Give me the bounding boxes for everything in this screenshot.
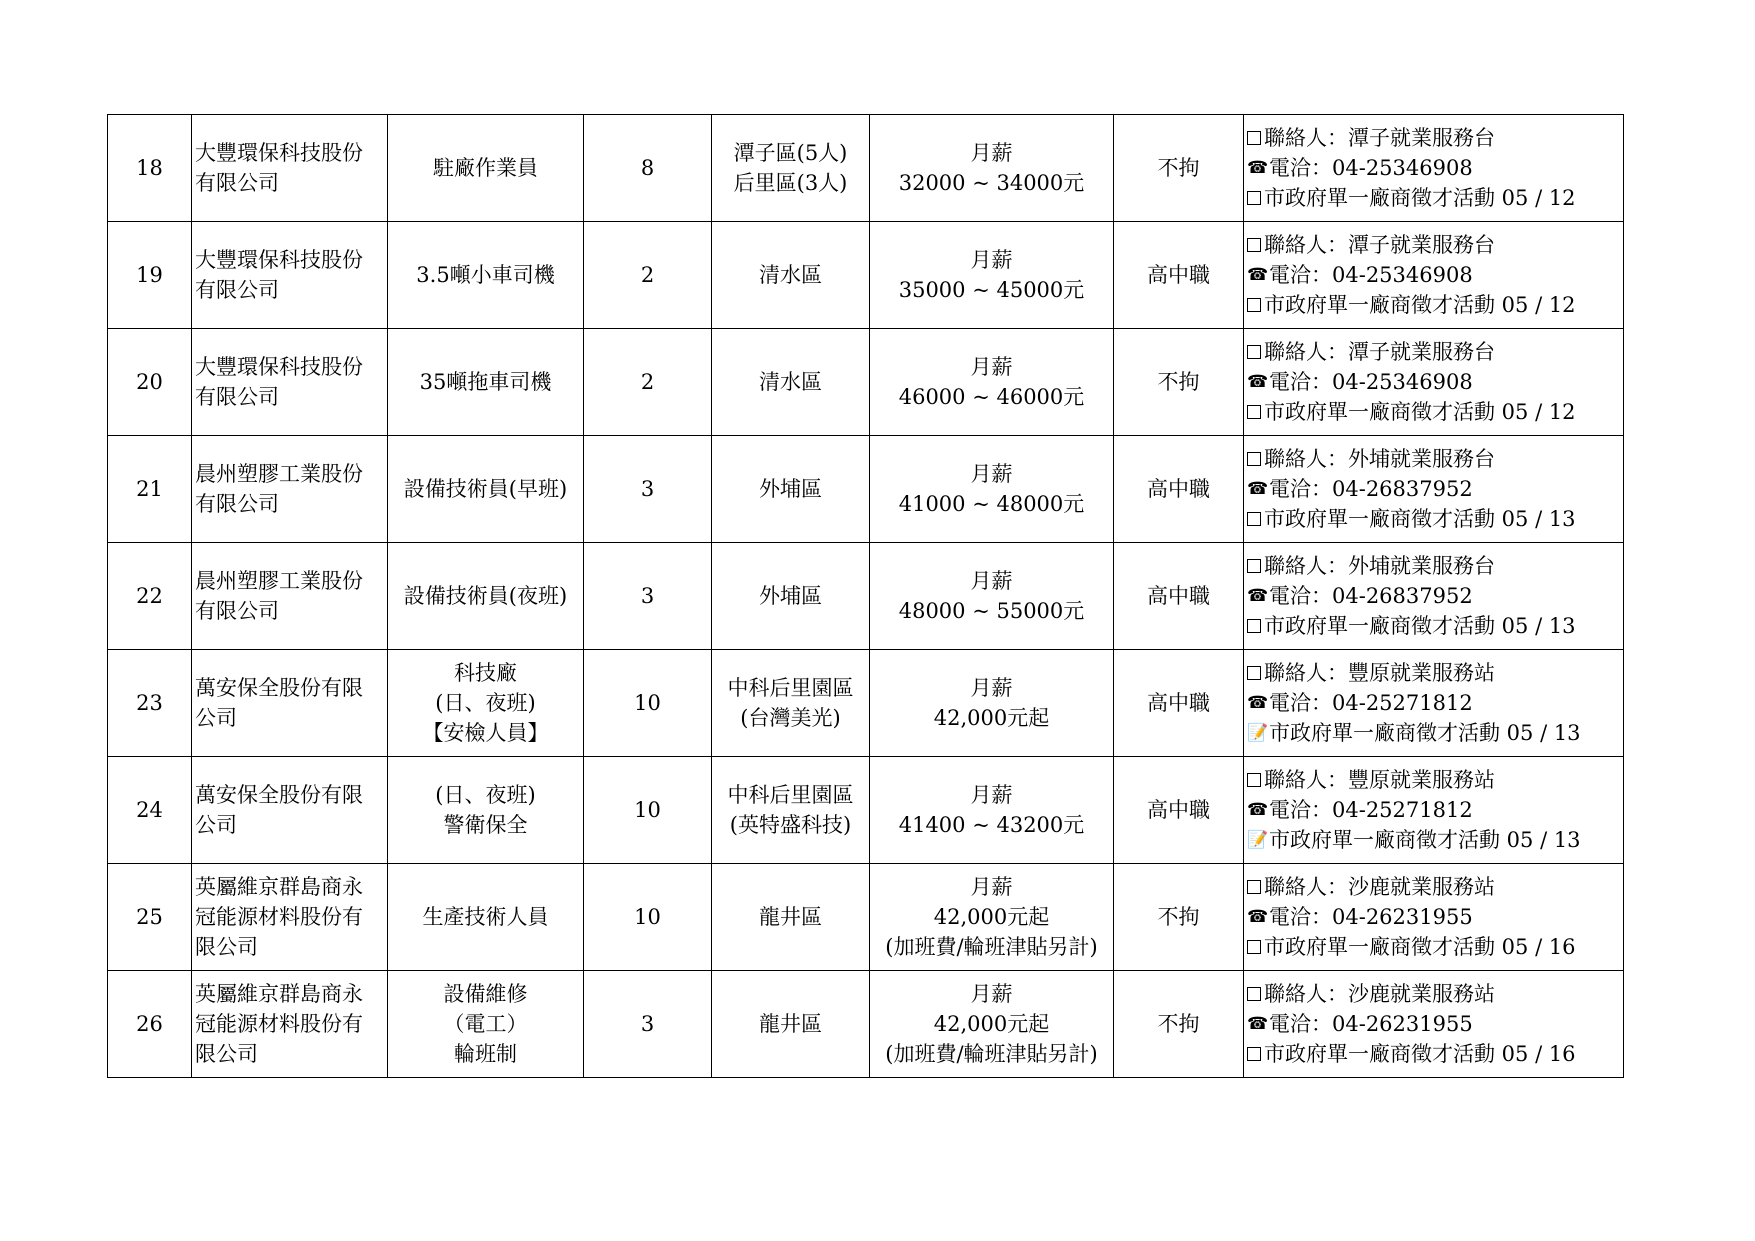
contact-info (1244, 971, 1624, 1078)
education-requirement: 不拘 (1114, 864, 1244, 971)
checkbox-icon (1247, 880, 1261, 894)
table-row (108, 971, 1624, 1078)
table-row (108, 436, 1624, 543)
contact-person: 聯絡人：外埔就業服務台 (1264, 554, 1495, 578)
company-name-line: 冠能源材料股份有 (195, 905, 363, 929)
job-title-line: 警衛保全 (443, 813, 528, 837)
recruit-event: 市政府單一廠商徵才活動 05 / 16 (1264, 1042, 1576, 1066)
contact-info (1244, 329, 1624, 436)
memo-icon: 📝 (1247, 830, 1269, 850)
table-row (108, 329, 1624, 436)
job-title-line: 駐廠作業員 (433, 156, 538, 180)
job-title (388, 222, 584, 329)
table-row (108, 543, 1624, 650)
contact-info (1244, 543, 1624, 650)
checkbox-icon (1247, 238, 1261, 252)
contact-person-row (1247, 551, 1623, 581)
contact-person: 聯絡人：潭子就業服務台 (1264, 340, 1495, 364)
contact-person: 聯絡人：沙鹿就業服務站 (1264, 982, 1495, 1006)
checkbox-icon (1247, 1047, 1261, 1061)
education-requirement: 不拘 (1114, 329, 1244, 436)
openings-count: 3 (584, 543, 712, 650)
checkbox-icon (1247, 940, 1261, 954)
contact-phone: 電洽：04-25346908 (1269, 370, 1473, 394)
company-name (192, 864, 388, 971)
recruit-event: 市政府單一廠商徵才活動 05 / 12 (1264, 186, 1576, 210)
contact-phone: 電洽：04-26837952 (1269, 584, 1473, 608)
contact-phone-row (1247, 153, 1623, 183)
company-name (192, 115, 388, 222)
job-title-line: 設備維修 (443, 982, 528, 1006)
work-area-line: 外埔區 (759, 477, 822, 501)
job-title-line: (日、夜班) (435, 691, 536, 715)
checkbox-icon (1247, 773, 1261, 787)
job-title-line: 輪班制 (454, 1042, 517, 1066)
work-area (712, 436, 870, 543)
contact-info (1244, 436, 1624, 543)
contact-phone: 電洽：04-25271812 (1269, 798, 1473, 822)
work-area-line: (英特盛科技) (729, 813, 852, 837)
salary-line: (加班費/輪班津貼另計) (885, 1042, 1098, 1066)
work-area (712, 864, 870, 971)
recruit-event: 市政府單一廠商徵才活動 05 / 12 (1264, 400, 1576, 424)
table-row (108, 757, 1624, 864)
salary-line: 46000 ~ 46000元 (898, 385, 1085, 409)
education-requirement: 高中職 (1114, 543, 1244, 650)
contact-info (1244, 864, 1624, 971)
checkbox-icon (1247, 987, 1261, 1001)
work-area-line: (台灣美光) (740, 706, 841, 730)
recruit-event-row (1247, 397, 1623, 427)
job-title (388, 757, 584, 864)
contact-phone: 電洽：04-26231955 (1269, 1012, 1473, 1036)
salary-line: 42,000元起 (933, 905, 1050, 929)
recruit-event-row (1247, 1039, 1623, 1069)
work-area-line: 中科后里園區 (727, 783, 854, 807)
telephone-icon: ☎ (1247, 265, 1269, 285)
company-name-line: 大豐環保科技股份 (195, 141, 363, 165)
contact-person: 聯絡人：潭子就業服務台 (1264, 126, 1495, 150)
work-area-line: 中科后里園區 (727, 676, 854, 700)
salary-line: 月薪 (970, 141, 1013, 165)
company-name-line: 萬安保全股份有限 (195, 676, 363, 700)
openings-count: 10 (584, 650, 712, 757)
checkbox-icon (1247, 666, 1261, 680)
work-area (712, 650, 870, 757)
openings-count: 8 (584, 115, 712, 222)
table-row (108, 115, 1624, 222)
salary-line: (加班費/輪班津貼另計) (885, 935, 1098, 959)
job-title-line: 科技廠 (454, 661, 517, 685)
table-row (108, 864, 1624, 971)
salary-line: 月薪 (970, 569, 1013, 593)
salary (870, 436, 1114, 543)
job-title-line: （電工） (443, 1012, 528, 1036)
recruit-event-row (1247, 183, 1623, 213)
work-area-line: 后里區(3人) (733, 171, 848, 195)
openings-count: 3 (584, 436, 712, 543)
row-number: 20 (108, 329, 192, 436)
company-name-line: 英屬維京群島商永 (195, 875, 363, 899)
education-requirement: 不拘 (1114, 115, 1244, 222)
company-name (192, 222, 388, 329)
contact-phone: 電洽：04-25271812 (1269, 691, 1473, 715)
salary (870, 864, 1114, 971)
salary-line: 月薪 (970, 783, 1013, 807)
checkbox-icon (1247, 131, 1261, 145)
job-title (388, 543, 584, 650)
company-name-line: 限公司 (195, 1042, 258, 1066)
contact-person-row (1247, 872, 1623, 902)
checkbox-icon (1247, 298, 1261, 312)
recruit-event: 市政府單一廠商徵才活動 05 / 13 (1264, 614, 1576, 638)
salary-line: 月薪 (970, 248, 1013, 272)
job-title (388, 650, 584, 757)
job-title-line: 生產技術人員 (422, 905, 549, 929)
salary (870, 222, 1114, 329)
telephone-icon: ☎ (1247, 693, 1269, 713)
row-number: 21 (108, 436, 192, 543)
telephone-icon: ☎ (1247, 586, 1269, 606)
contact-person-row (1247, 444, 1623, 474)
row-number: 19 (108, 222, 192, 329)
job-title-line: 設備技術員(夜班) (403, 584, 568, 608)
work-area-line: 清水區 (759, 263, 822, 287)
contact-phone: 電洽：04-26231955 (1269, 905, 1473, 929)
contact-info (1244, 222, 1624, 329)
job-title-line: 【安檢人員】 (422, 721, 549, 745)
openings-count: 10 (584, 864, 712, 971)
recruit-event: 市政府單一廠商徵才活動 05 / 13 (1264, 507, 1576, 531)
company-name (192, 543, 388, 650)
education-requirement: 不拘 (1114, 971, 1244, 1078)
salary-line: 月薪 (970, 355, 1013, 379)
salary-line: 月薪 (970, 462, 1013, 486)
company-name-line: 大豐環保科技股份 (195, 248, 363, 272)
checkbox-icon (1247, 559, 1261, 573)
recruit-event-row (1247, 290, 1623, 320)
contact-phone: 電洽：04-26837952 (1269, 477, 1473, 501)
company-name (192, 757, 388, 864)
company-name-line: 公司 (195, 706, 237, 730)
salary-line: 35000 ~ 45000元 (898, 278, 1085, 302)
company-name-line: 有限公司 (195, 385, 279, 409)
checkbox-icon (1247, 452, 1261, 466)
contact-person: 聯絡人：沙鹿就業服務站 (1264, 875, 1495, 899)
openings-count: 2 (584, 222, 712, 329)
company-name-line: 有限公司 (195, 171, 279, 195)
company-name-line: 英屬維京群島商永 (195, 982, 363, 1006)
row-number: 26 (108, 971, 192, 1078)
education-requirement: 高中職 (1114, 222, 1244, 329)
work-area-line: 潭子區(5人) (733, 141, 848, 165)
contact-person-row (1247, 123, 1623, 153)
job-title (388, 115, 584, 222)
row-number: 25 (108, 864, 192, 971)
work-area-line: 龍井區 (759, 1012, 822, 1036)
table-body (108, 115, 1624, 1078)
work-area (712, 543, 870, 650)
telephone-icon: ☎ (1247, 1014, 1269, 1034)
job-title-line: 35噸拖車司機 (419, 370, 552, 394)
openings-count: 3 (584, 971, 712, 1078)
work-area (712, 971, 870, 1078)
contact-person: 聯絡人：豐原就業服務站 (1264, 661, 1495, 685)
contact-person: 聯絡人：豐原就業服務站 (1264, 768, 1495, 792)
salary (870, 543, 1114, 650)
contact-phone: 電洽：04-25346908 (1269, 156, 1473, 180)
company-name-line: 萬安保全股份有限 (195, 783, 363, 807)
work-area-line: 外埔區 (759, 584, 822, 608)
contact-phone-row (1247, 581, 1623, 611)
telephone-icon: ☎ (1247, 907, 1269, 927)
checkbox-icon (1247, 512, 1261, 526)
recruit-event-row (1247, 825, 1623, 855)
contact-phone-row (1247, 688, 1623, 718)
recruit-event: 市政府單一廠商徵才活動 05 / 16 (1264, 935, 1576, 959)
memo-icon: 📝 (1247, 723, 1269, 743)
job-title (388, 436, 584, 543)
recruit-event: 市政府單一廠商徵才活動 05 / 13 (1269, 721, 1581, 745)
contact-phone-row (1247, 367, 1623, 397)
job-listing-table (107, 114, 1624, 1078)
table-row (108, 222, 1624, 329)
education-requirement: 高中職 (1114, 650, 1244, 757)
table-row (108, 650, 1624, 757)
recruit-event-row (1247, 611, 1623, 641)
contact-person-row (1247, 979, 1623, 1009)
company-name-line: 公司 (195, 813, 237, 837)
telephone-icon: ☎ (1247, 479, 1269, 499)
checkbox-icon (1247, 345, 1261, 359)
contact-phone-row (1247, 260, 1623, 290)
contact-person-row (1247, 337, 1623, 367)
company-name (192, 436, 388, 543)
company-name (192, 650, 388, 757)
work-area-line: 清水區 (759, 370, 822, 394)
company-name-line: 有限公司 (195, 278, 279, 302)
salary (870, 757, 1114, 864)
row-number: 18 (108, 115, 192, 222)
recruit-event: 市政府單一廠商徵才活動 05 / 12 (1264, 293, 1576, 317)
job-title (388, 971, 584, 1078)
salary-line: 月薪 (970, 875, 1013, 899)
job-title-line: (日、夜班) (435, 783, 536, 807)
company-name-line: 晨州塑膠工業股份 (195, 569, 363, 593)
checkbox-icon (1247, 619, 1261, 633)
recruit-event: 市政府單一廠商徵才活動 05 / 13 (1269, 828, 1581, 852)
row-number: 24 (108, 757, 192, 864)
contact-info (1244, 650, 1624, 757)
contact-person: 聯絡人：外埔就業服務台 (1264, 447, 1495, 471)
work-area (712, 757, 870, 864)
contact-person: 聯絡人：潭子就業服務台 (1264, 233, 1495, 257)
checkbox-icon (1247, 405, 1261, 419)
salary-line: 月薪 (970, 982, 1013, 1006)
telephone-icon: ☎ (1247, 158, 1269, 178)
salary-line: 48000 ~ 55000元 (898, 599, 1085, 623)
contact-phone-row (1247, 902, 1623, 932)
education-requirement: 高中職 (1114, 757, 1244, 864)
work-area-line: 龍井區 (759, 905, 822, 929)
contact-phone-row (1247, 474, 1623, 504)
company-name-line: 冠能源材料股份有 (195, 1012, 363, 1036)
telephone-icon: ☎ (1247, 800, 1269, 820)
checkbox-icon (1247, 191, 1261, 205)
contact-person-row (1247, 230, 1623, 260)
openings-count: 2 (584, 329, 712, 436)
company-name (192, 971, 388, 1078)
company-name-line: 有限公司 (195, 492, 279, 516)
company-name-line: 晨州塑膠工業股份 (195, 462, 363, 486)
contact-phone-row (1247, 795, 1623, 825)
contact-person-row (1247, 658, 1623, 688)
salary-line: 月薪 (970, 676, 1013, 700)
row-number: 23 (108, 650, 192, 757)
contact-info (1244, 757, 1624, 864)
job-title (388, 864, 584, 971)
contact-phone: 電洽：04-25346908 (1269, 263, 1473, 287)
contact-info (1244, 115, 1624, 222)
education-requirement: 高中職 (1114, 436, 1244, 543)
telephone-icon: ☎ (1247, 372, 1269, 392)
salary-line: 42,000元起 (933, 1012, 1050, 1036)
job-title-line: 3.5噸小車司機 (416, 263, 555, 287)
company-name-line: 限公司 (195, 935, 258, 959)
salary (870, 115, 1114, 222)
contact-person-row (1247, 765, 1623, 795)
work-area (712, 222, 870, 329)
work-area (712, 329, 870, 436)
company-name-line: 大豐環保科技股份 (195, 355, 363, 379)
job-title-line: 設備技術員(早班) (403, 477, 568, 501)
salary-line: 41000 ~ 48000元 (898, 492, 1085, 516)
salary (870, 329, 1114, 436)
job-title (388, 329, 584, 436)
recruit-event-row (1247, 932, 1623, 962)
openings-count: 10 (584, 757, 712, 864)
work-area (712, 115, 870, 222)
row-number: 22 (108, 543, 192, 650)
company-name-line: 有限公司 (195, 599, 279, 623)
recruit-event-row (1247, 718, 1623, 748)
salary-line: 41400 ~ 43200元 (898, 813, 1085, 837)
contact-phone-row (1247, 1009, 1623, 1039)
recruit-event-row (1247, 504, 1623, 534)
salary-line: 32000 ~ 34000元 (898, 171, 1085, 195)
salary-line: 42,000元起 (933, 706, 1050, 730)
salary (870, 971, 1114, 1078)
salary (870, 650, 1114, 757)
company-name (192, 329, 388, 436)
